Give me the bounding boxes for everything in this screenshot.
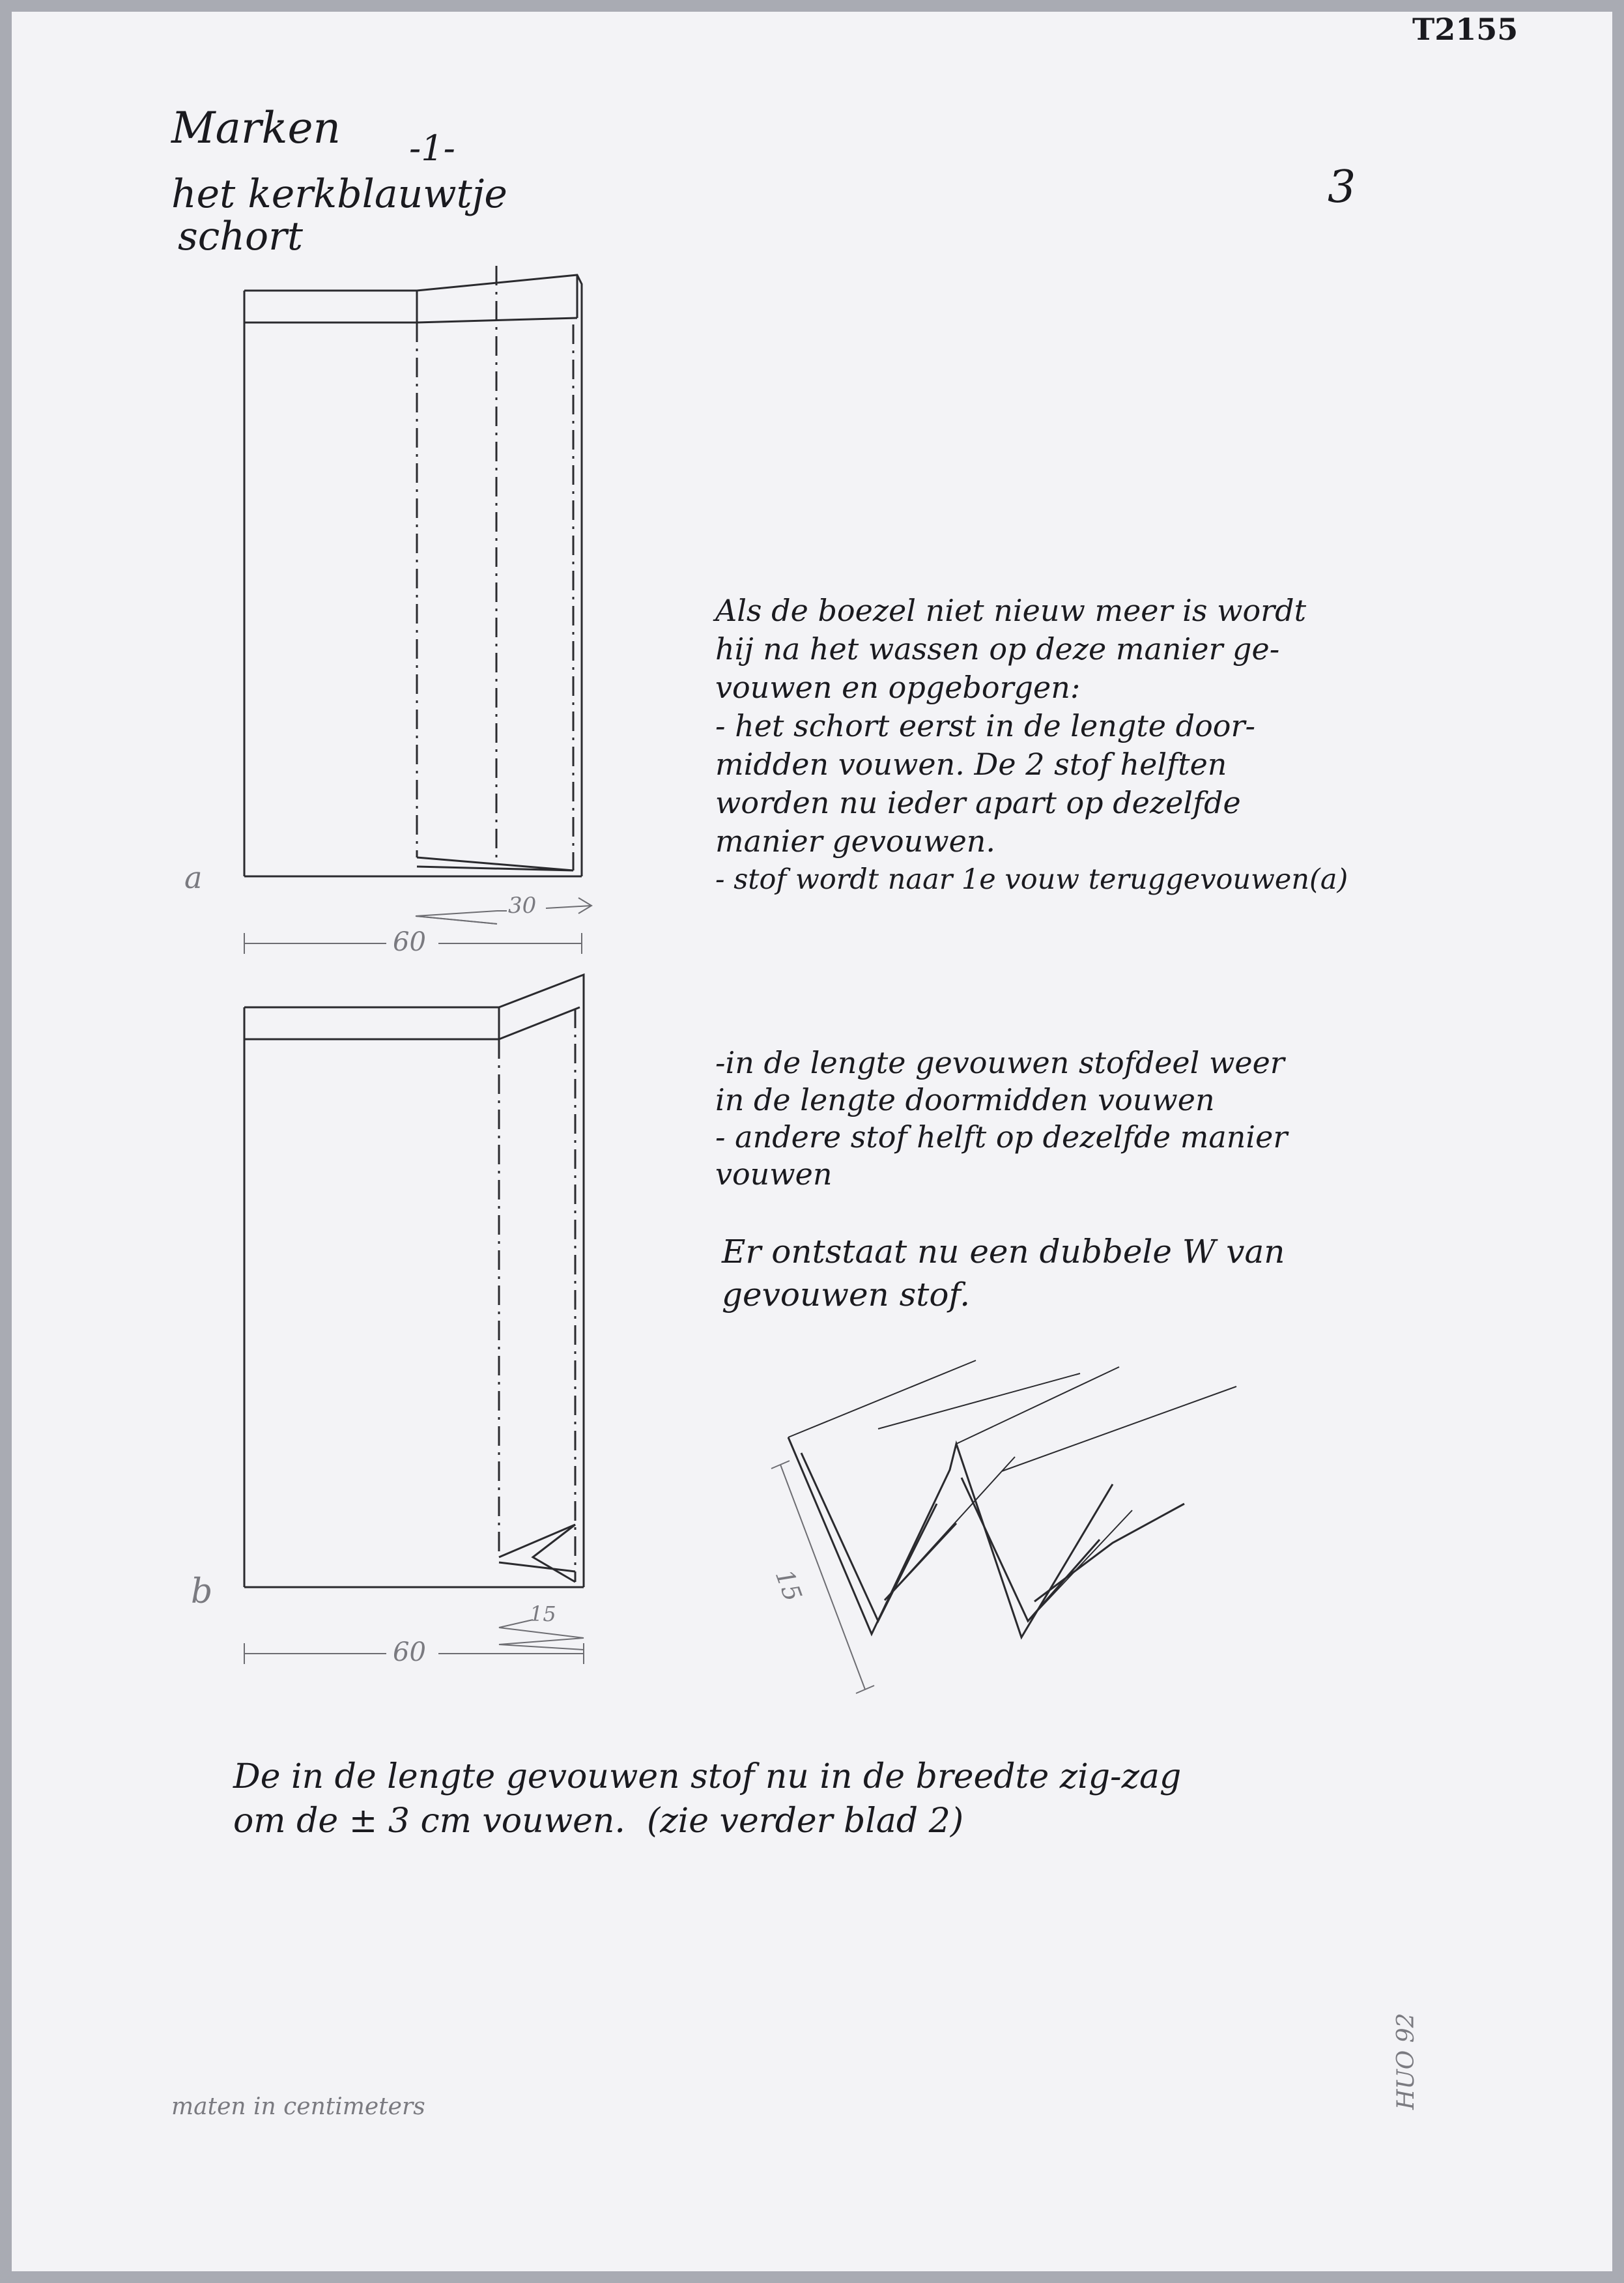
result-text — [722, 1230, 1438, 1316]
instruction-line: vouwen — [715, 1156, 833, 1192]
result-line: Er ontstaat nu een dubbele W van — [722, 1233, 1285, 1271]
side-code: HUO 92 — [1393, 2013, 1419, 2110]
instruction-line: vouwen en opgeborgen: — [715, 670, 1081, 705]
title-kerkblauwtje: het kerkblauwtje — [171, 171, 507, 217]
figure-b-fold: 15 — [530, 1601, 556, 1626]
figure-b-width: 60 — [393, 1637, 426, 1667]
figure-w-dimension: 15 — [769, 1566, 808, 1605]
figure-a-fold: 30 — [508, 893, 537, 919]
bottom-line: om de ± 3 cm vouwen. (zie verder blad 2) — [233, 1802, 964, 1841]
instructions-b — [715, 1044, 1451, 1193]
instruction-line: - het schort eerst in de lengte door- — [715, 708, 1256, 743]
title-marken: Marken — [171, 103, 341, 153]
figure-b-label: b — [191, 1572, 213, 1611]
bottom-line: De in de lengte gevouwen stof nu in de breedte zig-zag — [233, 1757, 1182, 1796]
instruction-line: - andere stof helft op dezelfde manier — [715, 1119, 1288, 1155]
instruction-line: manier gevouwen. — [715, 824, 996, 859]
figure-b-drawing — [244, 975, 584, 1664]
instruction-line: -in de lengte gevouwen stofdeel weer — [715, 1045, 1285, 1080]
instructions-a — [715, 592, 1451, 899]
result-line: gevouwen stof. — [722, 1276, 971, 1314]
instruction-line: in de lengte doormidden vouwen — [715, 1082, 1215, 1117]
instruction-line: - stof wordt naar 1e vouw teruggevouwen(a) — [715, 863, 1348, 896]
figure-a-width: 60 — [393, 927, 426, 957]
document-sheet — [12, 12, 1612, 2271]
figure-a-label: a — [184, 860, 203, 895]
instruction-line: worden nu ieder apart op dezelfde — [715, 785, 1241, 820]
page-number: 3 — [1328, 162, 1356, 213]
title-part: -1- — [409, 128, 455, 169]
figure-w-drawing — [771, 1360, 1236, 1693]
figure-a-drawing — [244, 266, 591, 954]
archive-code: T2155 — [1412, 12, 1518, 47]
title-schort: schort — [178, 214, 303, 259]
bottom-instruction — [233, 1755, 1341, 1843]
instruction-line: Als de boezel niet nieuw meer is wordt — [715, 593, 1307, 628]
instruction-line: midden vouwen. De 2 stof helften — [715, 747, 1227, 782]
footnote-units: maten in centimeters — [171, 2093, 425, 2120]
instruction-line: hij na het wassen op deze manier ge- — [715, 631, 1280, 667]
